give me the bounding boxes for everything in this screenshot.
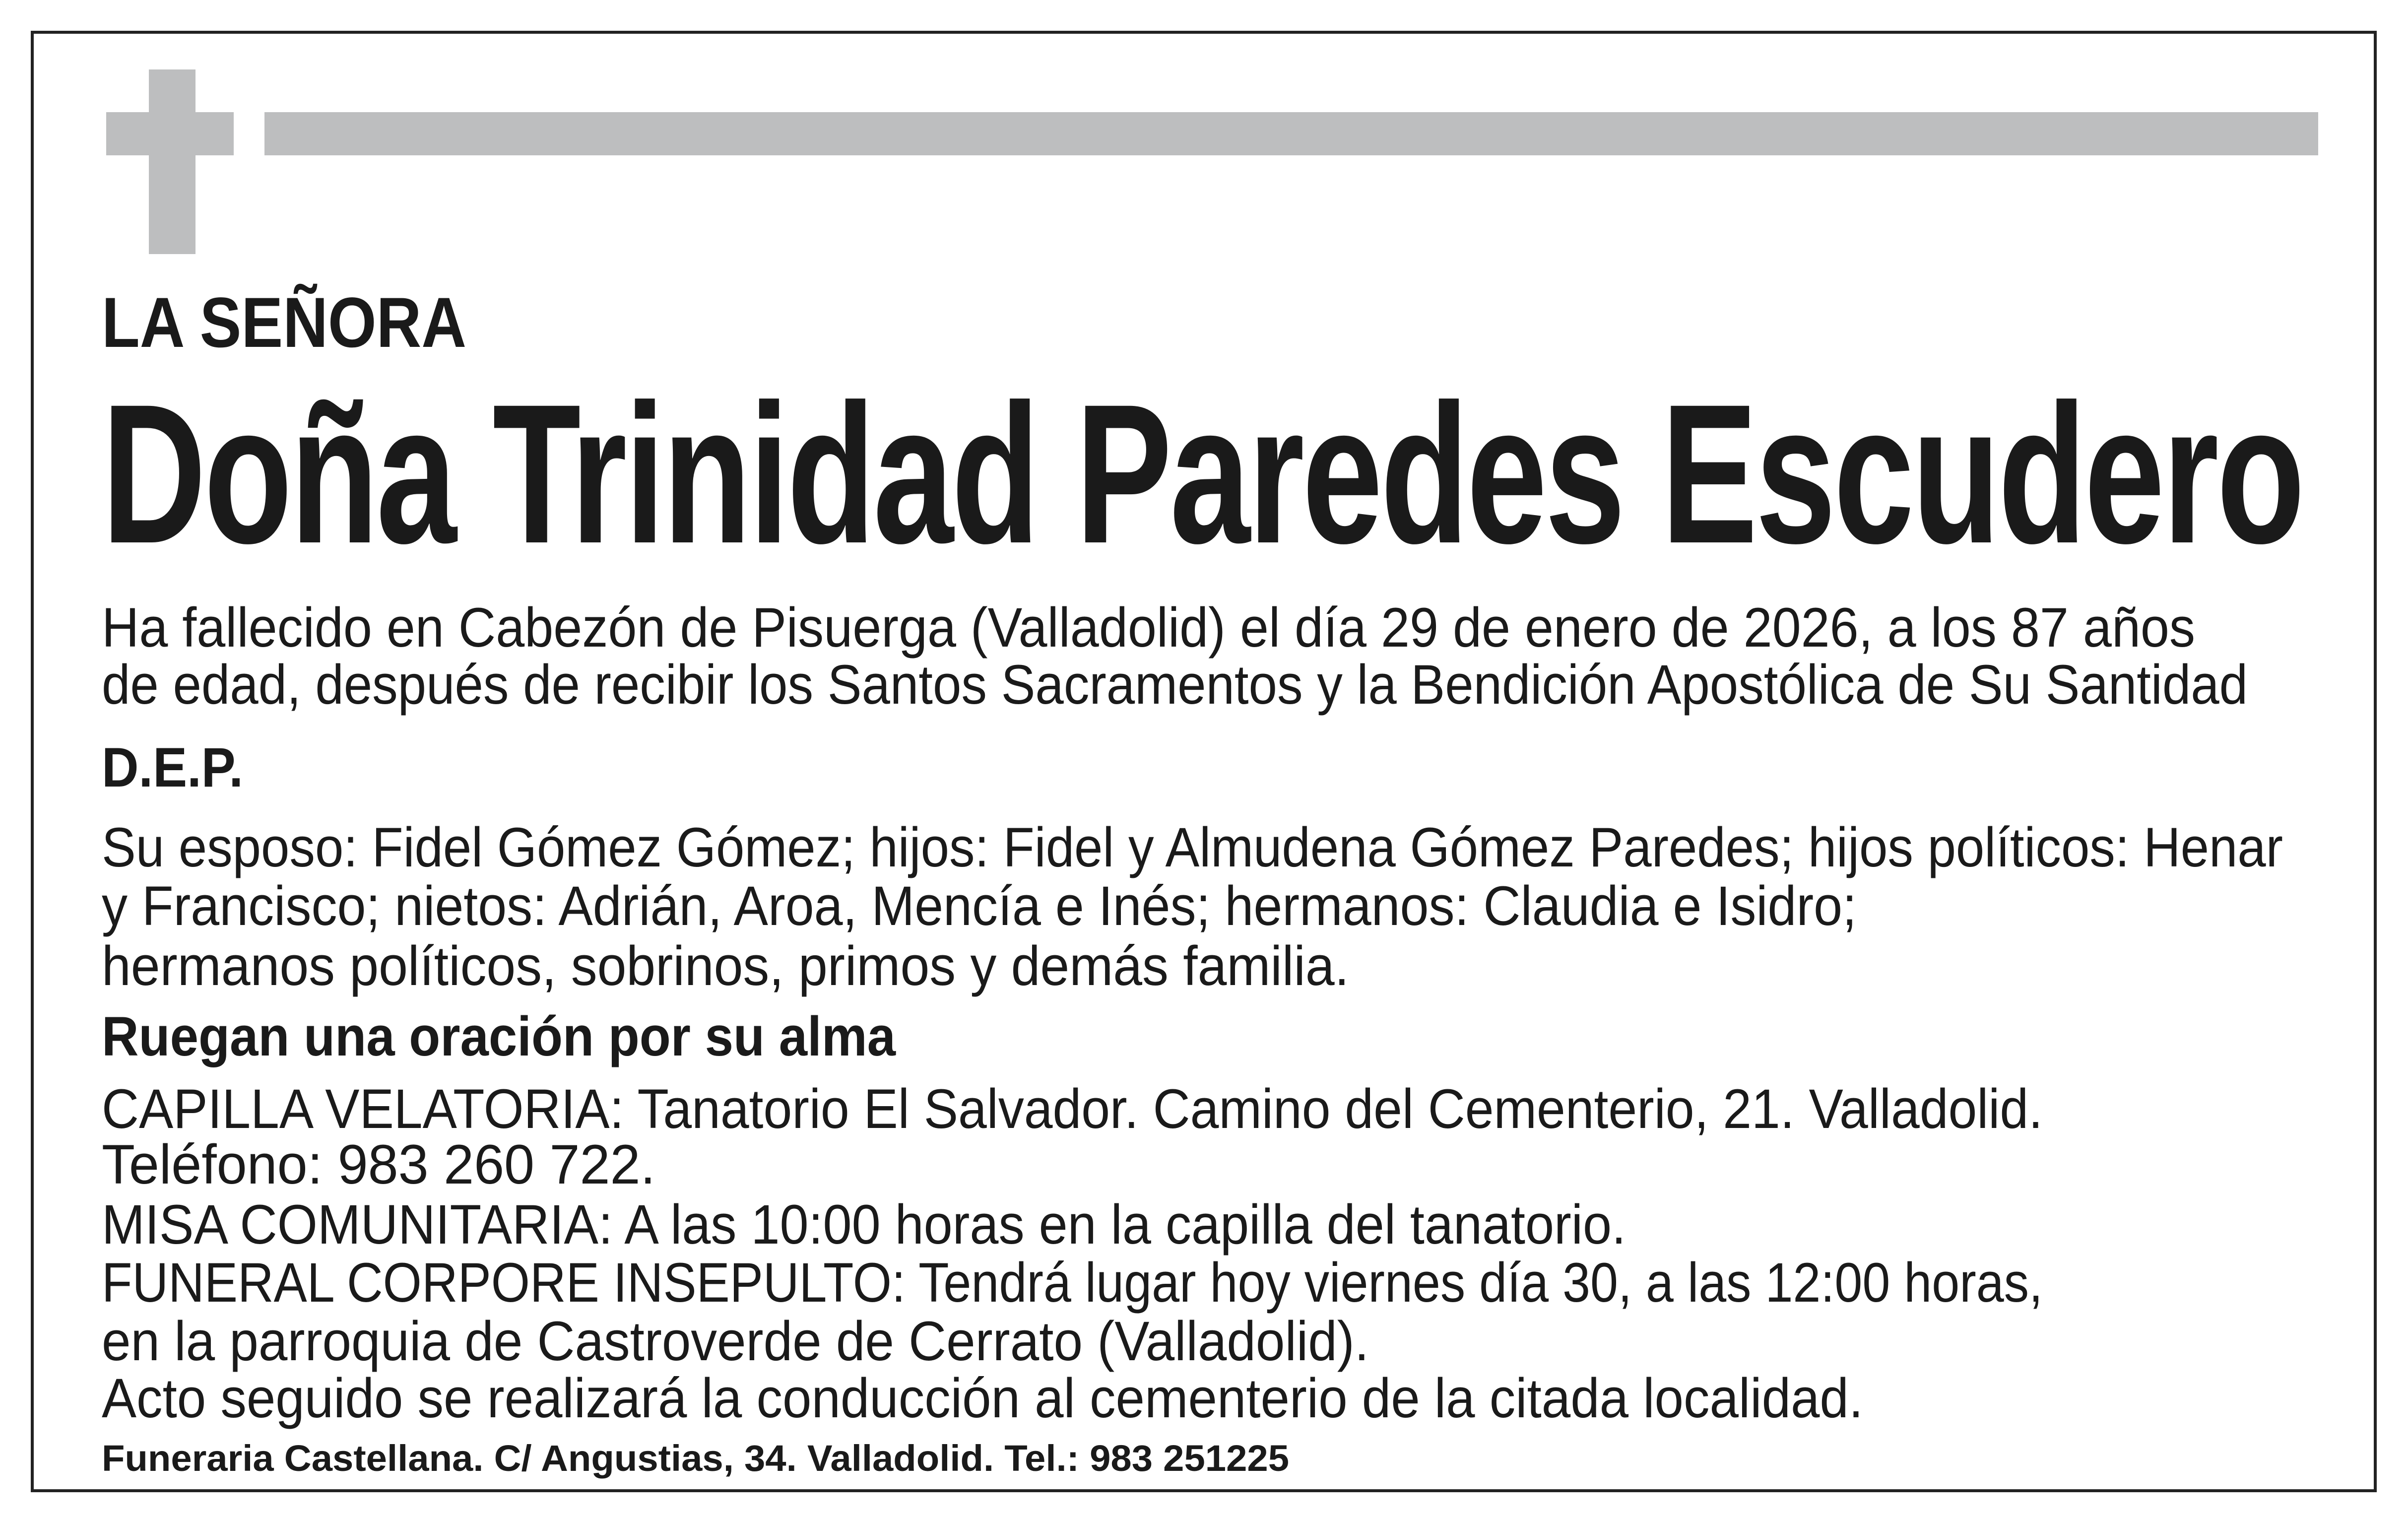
announcement-line: de edad, después de recibir los Santos Sacramentos y la Bendición Apostólica de Su Santidad — [102, 654, 2248, 716]
prayer-line: Ruegan una oración por su alma — [102, 1005, 896, 1067]
deceased-name: Doña Trinidad Paredes Escudero — [102, 363, 2303, 585]
header-rule — [264, 112, 2318, 155]
family-line: hermanos políticos, sobrinos, primos y demás familia. — [102, 935, 1349, 997]
family-line: Su esposo: Fidel Gómez Gómez; hijos: Fidel y Almudena Gómez Paredes; hijos políticos: Henar — [102, 816, 2283, 878]
detail-line: FUNERAL CORPORE INSEPULTO: Tendrá lugar hoy viernes día 30, a las 12:00 horas, — [102, 1252, 2043, 1314]
detail-line: Teléfono: 983 260 722. — [102, 1133, 655, 1195]
detail-line: MISA COMUNITARIA: A las 10:00 horas en la capilla del tanatorio. — [102, 1193, 1626, 1256]
detail-line: en la parroquia de Castroverde de Cerrato (Valladolid). — [102, 1310, 1369, 1372]
family-line: y Francisco; nietos: Adrián, Aroa, Mencía e Inés; hermanos: Claudia e Isidro; — [102, 875, 1857, 937]
detail-line: CAPILLA VELATORIA: Tanatorio El Salvador. Camino del Cementerio, 21. Valladolid. — [102, 1078, 2043, 1140]
detail-line: Acto seguido se realizará la conducción al cementerio de la citada localidad. — [102, 1367, 1863, 1429]
announcement-line: Ha fallecido en Cabezón de Pisuerga (Valladolid) el día 29 de enero de 2026, a los 87 años — [102, 596, 2195, 659]
funeral-home-footer: Funeraria Castellana. C/ Angustias, 34. Valladolid. Tel.: 983 251225 — [102, 1438, 1289, 1479]
dep-label: D.E.P. — [102, 736, 243, 798]
title-prefix: LA SEÑORA — [102, 283, 466, 362]
